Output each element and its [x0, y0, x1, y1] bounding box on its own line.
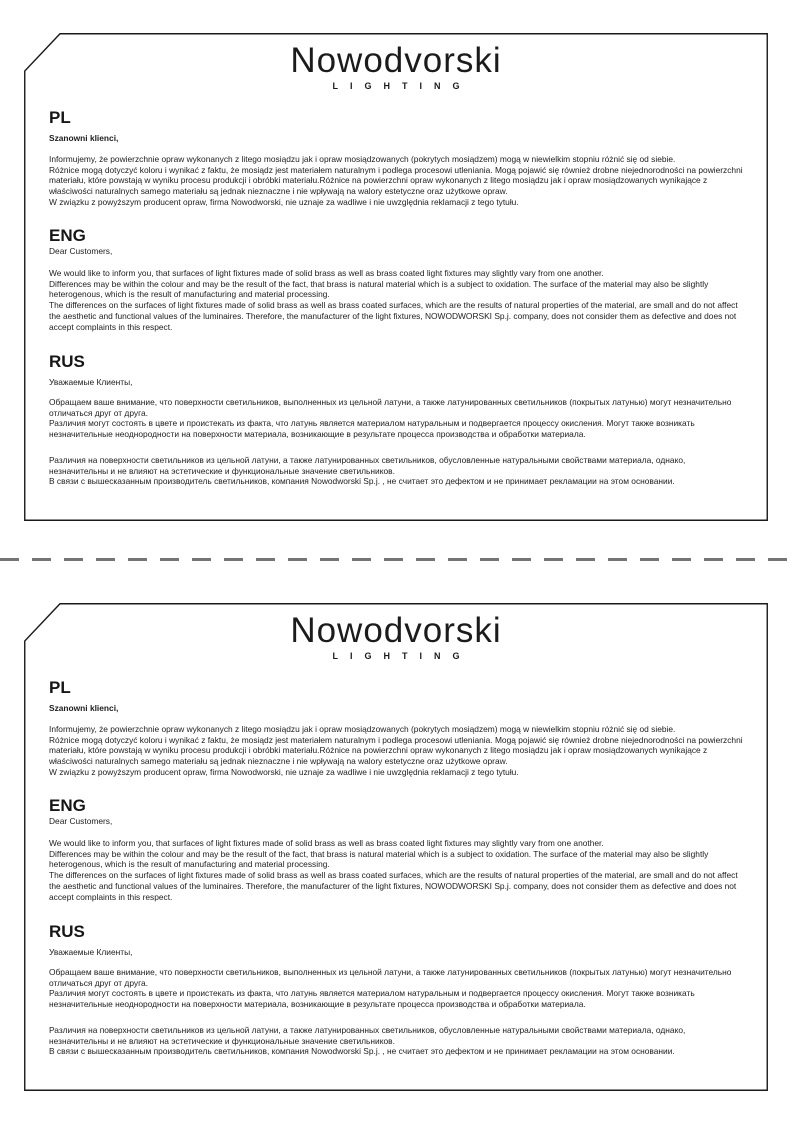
brand-logo: [24, 43, 768, 91]
salutation-pl: Szanowni klienci,: [49, 133, 119, 143]
text-line: Differences may be within the colour and may be the result of the fact, that brass is natural material which is a subject to oxidation. The surface of the material may also be slightly heterogenous, which is the result of manufacturing and material processing.: [49, 278, 709, 300]
section-heading-rus: RUS: [49, 352, 85, 371]
text-line: Różnice mogą dotyczyć koloru i wynikać z faktu, że mosiądz jest materiałem naturalnym i podlega procesowi utleniania. Mogą pojawić się również drobne niejednorodności na powierzchni materiału, które powstają w wyniku procesu produkcji i obróbki materiału.Różnice na powierzchni opraw wykonanych z litego mosiądzu jak i opraw mosiądzowanych wynikające z właściwości naturalnych samego materiału są jednak nieznaczne i nie wpływają na walory estetyczne oraz użytkowe opraw.: [49, 164, 743, 197]
salutation-eng: Dear Customers,: [49, 816, 113, 826]
section-heading-eng: ENG: [49, 796, 86, 815]
text-line: Informujemy, że powierzchnie opraw wykonanych z litego mosiądzu jak i opraw mosiądzowanych (pokrytych mosiądzem) mogą w niewielkim stopniu różnić się od siebie.: [49, 154, 676, 164]
section-heading-pl: PL: [49, 108, 71, 127]
section-heading-eng: ENG: [49, 226, 86, 245]
brand-logo: [24, 613, 768, 661]
paragraph-block-rus-2: [49, 1025, 746, 1057]
notice-card: [24, 603, 768, 1091]
text-line: Обращаем ваше внимание, что поверхности светильников, выполненных из цельной латуни, а также латунированных светильников (покрытых латунью) могут незначительно отличаться друг от друга.: [49, 397, 732, 418]
salutation-pl: Szanowni klienci,: [49, 703, 119, 713]
brand-name: Nowodvorski: [290, 41, 502, 80]
text-line: We would like to inform you, that surfaces of light fixtures made of solid brass as well as brass coated light fixtures may slightly vary from one another.: [49, 838, 604, 848]
text-line: В связи с вышесказанным производитель светильников, компания Nowodworski Sp.j. , не считает это дефектом и не принимает рекламации на этом основании.: [49, 1046, 675, 1057]
paragraph-block-pl: [49, 724, 746, 778]
text-line: The differences on the surfaces of light fixtures made of solid brass as well as brass coated surfaces, which are the results of natural properties of the material, are small and do not affect the aesthetic and functional values of the luminaires. Therefore, the manufacturer of the light fixtures, NOWODWORSKI Sp.j. company, does not consider them as defective and does not accept complaints in this respect.: [49, 870, 738, 902]
text-line: Обращаем ваше внимание, что поверхности светильников, выполненных из цельной латуни, а также латунированных светильников (покрытых латунью) могут незначительно отличаться друг от друга.: [49, 967, 732, 988]
text-line: W związku z powyższym producent opraw, firma Nowodworski, nie uznaje za wadliwe i nie uwzględnia reklamacji z tego tytułu.: [49, 196, 519, 207]
text-line: We would like to inform you, that surfaces of light fixtures made of solid brass as well as brass coated light fixtures may slightly vary from one another.: [49, 268, 604, 278]
paragraph-block-eng: [49, 268, 746, 332]
paragraph-block-rus-1: [49, 397, 746, 440]
notice-card: [24, 33, 768, 521]
text-line: Различия могут состоять в цвете и проистекать из факта, что латунь является материалом натуральным и подвергается процессу окисления. Могут также возникать незначительные неоднородности на поверхности материала, возникающие в результате процесса производства и обработки материала.: [49, 988, 695, 1010]
paragraph-block-rus-1: [49, 967, 746, 1010]
paragraph-block-pl: [49, 154, 746, 208]
text-line: Differences may be within the colour and may be the result of the fact, that brass is natural material which is a subject to oxidation. The surface of the material may also be slightly heterogenous, which is the result of manufacturing and material processing.: [49, 848, 709, 870]
salutation-rus: Уважаемые Клиенты,: [49, 947, 133, 957]
text-line: Различия могут состоять в цвете и проистекать из факта, что латунь является материалом натуральным и подвергается процессу окисления. Могут также возникать незначительные неоднородности на поверхности материала, возникающие в результате процесса производства и обработки материала.: [49, 418, 695, 440]
text-line: The differences on the surfaces of light fixtures made of solid brass as well as brass coated surfaces, which are the results of natural properties of the material, are small and do not affect the aesthetic and functional values of the luminaires. Therefore, the manufacturer of the light fixtures, NOWODWORSKI Sp.j. company, does not consider them as defective and does not accept complaints in this respect.: [49, 300, 738, 332]
cut-divider-line: [0, 558, 793, 561]
paragraph-block-rus-2: [49, 455, 746, 487]
section-heading-pl: PL: [49, 678, 71, 697]
brand-tagline: LIGHTING: [332, 81, 472, 91]
brand-name: Nowodvorski: [290, 611, 502, 650]
section-heading-rus: RUS: [49, 922, 85, 941]
paragraph-block-eng: [49, 838, 746, 902]
salutation-rus: Уважаемые Клиенты,: [49, 377, 133, 387]
text-line: Различия на поверхности светильников из цельной латуни, а также латунированных светильников, обусловленные натуральными свойствами материала, однако, незначительны и не влияют на эстетические и функциональные значение светильников.: [49, 1025, 686, 1046]
text-line: Różnice mogą dotyczyć koloru i wynikać z faktu, że mosiądz jest materiałem naturalnym i podlega procesowi utleniania. Mogą pojawić się również drobne niejednorodności na powierzchni materiału, które powstają w wyniku procesu produkcji i obróbki materiału.Różnice na powierzchni opraw wykonanych z litego mosiądzu jak i opraw mosiądzowanych wynikające z właściwości naturalnych samego materiału są jednak nieznaczne i nie wpływają na walory estetyczne oraz użytkowe opraw.: [49, 734, 743, 767]
text-line: W związku z powyższym producent opraw, firma Nowodworski, nie uznaje za wadliwe i nie uwzględnia reklamacji z tego tytułu.: [49, 766, 519, 777]
salutation-eng: Dear Customers,: [49, 246, 113, 256]
brand-tagline: LIGHTING: [332, 651, 472, 661]
text-line: Различия на поверхности светильников из цельной латуни, а также латунированных светильников, обусловленные натуральными свойствами материала, однако, незначительны и не влияют на эстетические и функциональные значение светильников.: [49, 455, 686, 476]
text-line: В связи с вышесказанным производитель светильников, компания Nowodworski Sp.j. , не считает это дефектом и не принимает рекламации на этом основании.: [49, 476, 675, 487]
text-line: Informujemy, że powierzchnie opraw wykonanych z litego mosiądzu jak i opraw mosiądzowanych (pokrytych mosiądzem) mogą w niewielkim stopniu różnić się od siebie.: [49, 724, 676, 734]
